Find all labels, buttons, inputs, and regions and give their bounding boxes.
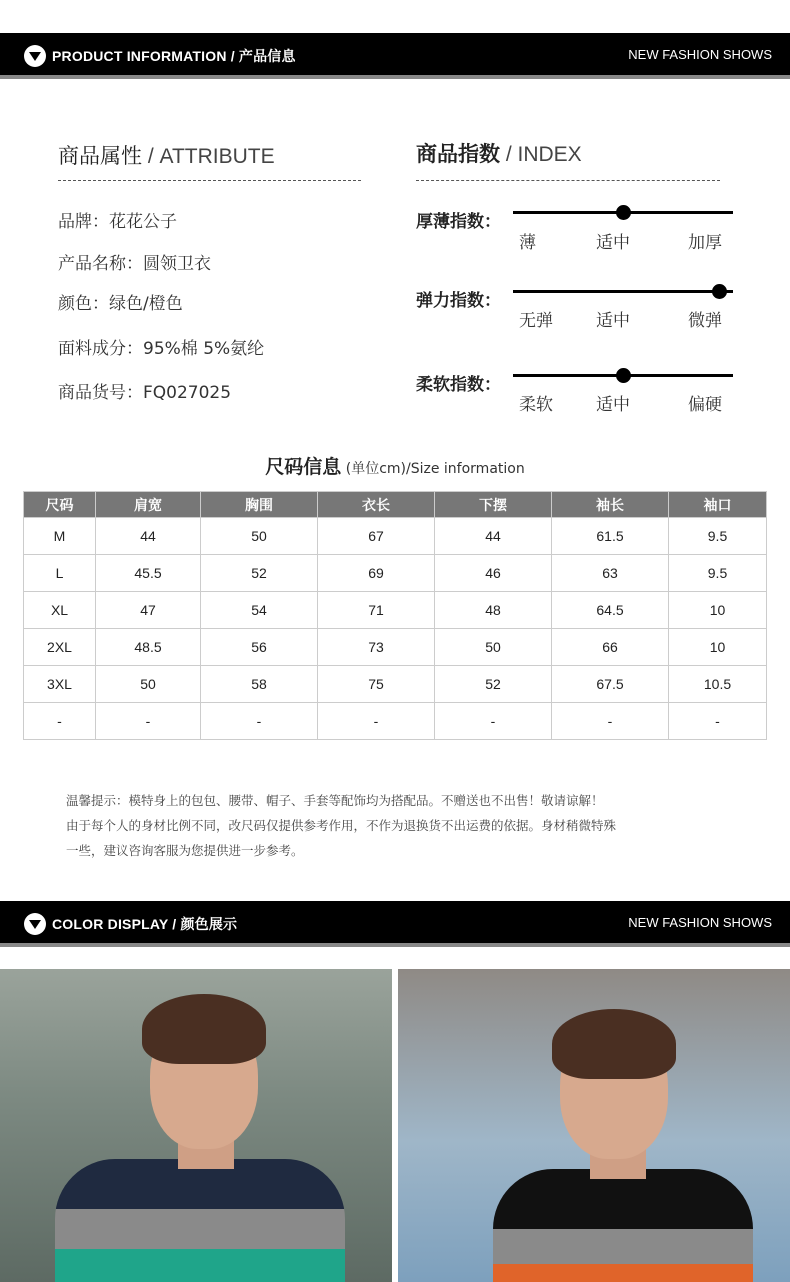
column-header: 肩宽 xyxy=(96,492,201,518)
table-cell: 50 xyxy=(96,666,201,703)
table-cell: 10.5 xyxy=(669,666,767,703)
table-cell: 45.5 xyxy=(96,555,201,592)
banner-tagline: NEW FASHION SHOWS xyxy=(628,915,772,930)
table-header-row xyxy=(24,492,767,518)
attribute-color: 颜色：绿色/橙色 xyxy=(58,294,183,314)
index-option: 适中 xyxy=(596,395,630,415)
note-line: 由于每个人的身材比例不同，改尺码仅提供参考作用，不作为退换货不出运费的依据。身材稍微特殊 xyxy=(66,818,617,833)
table-cell: XL xyxy=(24,592,96,629)
table-row xyxy=(24,629,767,666)
column-header: 尺码 xyxy=(24,492,96,518)
table-cell: 71 xyxy=(318,592,435,629)
table-cell: 44 xyxy=(96,518,201,555)
banner-title: COLOR DISPLAY / 颜色展示 xyxy=(52,916,238,932)
table-cell: 52 xyxy=(201,555,318,592)
table-cell: L xyxy=(24,555,96,592)
table-cell: 67 xyxy=(318,518,435,555)
table-cell: 63 xyxy=(552,555,669,592)
attribute-fabric: 面料成分：95%棉 5%氨纶 xyxy=(58,339,265,359)
table-cell: 69 xyxy=(318,555,435,592)
table-cell: 9.5 xyxy=(669,555,767,592)
table-cell: 2XL xyxy=(24,629,96,666)
table-cell: 64.5 xyxy=(552,592,669,629)
table-cell: 66 xyxy=(552,629,669,666)
table-cell: 44 xyxy=(435,518,552,555)
model-photo-green xyxy=(0,969,392,1282)
table-row xyxy=(24,555,767,592)
table-cell: - xyxy=(96,703,201,740)
table-cell: - xyxy=(318,703,435,740)
column-header: 袖长 xyxy=(552,492,669,518)
table-cell: - xyxy=(24,703,96,740)
index-option: 适中 xyxy=(596,311,630,331)
index-option: 柔软 xyxy=(519,395,553,415)
table-cell: 67.5 xyxy=(552,666,669,703)
size-table xyxy=(23,491,767,740)
table-cell: 47 xyxy=(96,592,201,629)
attribute-product-name: 产品名称：圆领卫衣 xyxy=(58,254,211,274)
note-line: 温馨提示：模特身上的包包、腰带、帽子、手套等配饰均为搭配品。不赠送也不出售！敬请谅解！ xyxy=(66,793,604,808)
sweater xyxy=(493,1169,753,1282)
sweater xyxy=(55,1159,345,1282)
table-cell: 75 xyxy=(318,666,435,703)
table-cell: 56 xyxy=(201,629,318,666)
table-cell: 73 xyxy=(318,629,435,666)
product-information-banner xyxy=(0,33,790,79)
column-header: 袖口 xyxy=(669,492,767,518)
attribute-heading: 商品属性 / ATTRIBUTE xyxy=(58,144,275,168)
index-marker xyxy=(712,284,727,299)
model-hair xyxy=(142,994,266,1064)
color-display-banner xyxy=(0,901,790,947)
table-cell: - xyxy=(435,703,552,740)
table-cell: 54 xyxy=(201,592,318,629)
table-cell: 10 xyxy=(669,592,767,629)
table-cell: - xyxy=(669,703,767,740)
table-row xyxy=(24,703,767,740)
index-label: 厚薄指数： xyxy=(416,212,501,232)
attribute-divider xyxy=(58,180,361,181)
index-divider xyxy=(416,180,720,181)
table-cell: 10 xyxy=(669,629,767,666)
table-row xyxy=(24,666,767,703)
model-photo-orange xyxy=(398,969,790,1282)
column-header: 胸围 xyxy=(201,492,318,518)
attribute-item-number: 商品货号：FQ027025 xyxy=(58,383,232,403)
index-option: 薄 xyxy=(519,233,536,253)
index-label: 柔软指数： xyxy=(416,375,501,395)
table-cell: 52 xyxy=(435,666,552,703)
index-label: 弹力指数： xyxy=(416,291,501,311)
banner-title: PRODUCT INFORMATION / 产品信息 xyxy=(52,48,296,64)
table-cell: - xyxy=(201,703,318,740)
chevron-down-logo-icon xyxy=(24,45,46,67)
index-option: 微弹 xyxy=(688,311,722,331)
table-cell: 46 xyxy=(435,555,552,592)
table-row xyxy=(24,518,767,555)
index-heading: 商品指数 / INDEX xyxy=(416,142,582,166)
banner-tagline: NEW FASHION SHOWS xyxy=(628,47,772,62)
table-cell: 61.5 xyxy=(552,518,669,555)
index-marker xyxy=(616,368,631,383)
attribute-brand: 品牌：花花公子 xyxy=(58,212,177,232)
table-cell: 48.5 xyxy=(96,629,201,666)
chevron-down-logo-icon xyxy=(24,913,46,935)
table-cell: 48 xyxy=(435,592,552,629)
table-cell: 50 xyxy=(201,518,318,555)
size-info-heading: 尺码信息 (单位cm)/Size information xyxy=(265,456,525,478)
index-marker xyxy=(616,205,631,220)
table-row xyxy=(24,592,767,629)
table-cell: 9.5 xyxy=(669,518,767,555)
index-option: 偏硬 xyxy=(688,395,722,415)
table-cell: 50 xyxy=(435,629,552,666)
table-cell: M xyxy=(24,518,96,555)
index-option: 无弹 xyxy=(519,311,553,331)
column-header: 衣长 xyxy=(318,492,435,518)
index-bar xyxy=(513,290,733,293)
warm-tips xyxy=(66,788,616,863)
index-option: 适中 xyxy=(596,233,630,253)
column-header: 下摆 xyxy=(435,492,552,518)
table-cell: 58 xyxy=(201,666,318,703)
table-cell: 3XL xyxy=(24,666,96,703)
table-cell: - xyxy=(552,703,669,740)
note-line: 一些，建议咨询客服为您提供进一步参考。 xyxy=(66,843,304,858)
index-option: 加厚 xyxy=(688,233,722,253)
model-hair xyxy=(552,1009,676,1079)
